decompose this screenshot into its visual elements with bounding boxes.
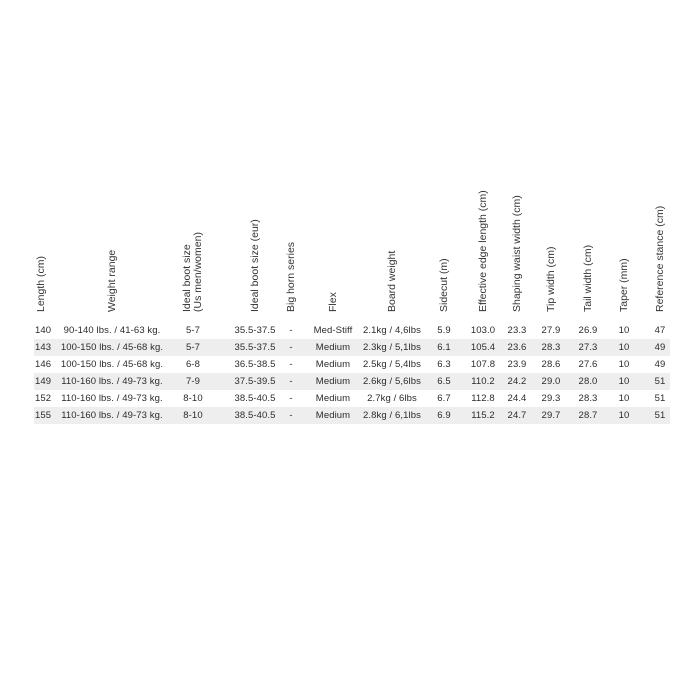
cell-tail-width: 27.6 (578, 359, 598, 370)
cell-taper: 10 (618, 376, 630, 387)
cell-board-weight: 2.8kg / 6,1lbs (363, 410, 421, 421)
cell-big-horn-series: - (289, 325, 293, 336)
table-row (34, 390, 670, 407)
cell-length: 155 (35, 410, 52, 421)
cell-taper: 10 (618, 325, 630, 336)
cell-tip-width: 29.0 (541, 376, 561, 387)
cell-boot-size-us: 5-7 (185, 325, 201, 336)
cell-board-weight: 2.5kg / 5,4lbs (363, 359, 421, 370)
header-label: Tail width (cm) (581, 244, 594, 312)
cell-sidecut: 6.7 (437, 393, 451, 404)
cell-board-weight: 2.7kg / 6lbs (367, 393, 417, 404)
table-row (34, 373, 670, 390)
header-label: Sidecut (m) (437, 258, 450, 312)
cell-boot-size-us: 8-10 (183, 410, 203, 421)
cell-length: 143 (35, 342, 52, 353)
cell-tip-width: 28.3 (541, 342, 561, 353)
cell-tail-width: 26.9 (578, 325, 598, 336)
cell-big-horn-series: - (289, 393, 293, 404)
cell-reference-stance: 51 (654, 393, 666, 404)
header-label: (Us men/women) (192, 232, 204, 312)
cell-effective-edge: 107.8 (470, 359, 496, 370)
cell-reference-stance: 49 (654, 342, 666, 353)
cell-tail-width: 28.7 (578, 410, 598, 421)
cell-boot-size-eur: 37.5-39.5 (234, 376, 276, 387)
table-row (34, 339, 670, 356)
cell-sidecut: 6.3 (437, 359, 451, 370)
cell-boot-size-eur: 36.5-38.5 (234, 359, 276, 370)
cell-waist-width: 23.9 (507, 359, 527, 370)
cell-flex: Med-Stiff (313, 325, 353, 336)
cell-length: 140 (35, 325, 52, 336)
header-label: Ideal boot size (181, 244, 193, 312)
cell-length: 146 (35, 359, 52, 370)
cell-tail-width: 28.3 (578, 393, 598, 404)
cell-tip-width: 29.7 (541, 410, 561, 421)
cell-tip-width: 29.3 (541, 393, 561, 404)
cell-reference-stance: 49 (654, 359, 666, 370)
cell-effective-edge: 110.2 (471, 376, 495, 387)
header-label: Ideal boot size (eur) (248, 219, 261, 312)
cell-boot-size-eur: 38.5-40.5 (234, 410, 276, 421)
cell-board-weight: 2.6kg / 5,6lbs (363, 376, 421, 387)
cell-sidecut: 6.1 (437, 342, 451, 353)
cell-taper: 10 (618, 410, 630, 421)
cell-reference-stance: 47 (654, 325, 666, 336)
cell-flex: Medium (315, 393, 351, 404)
cell-boot-size-eur: 38.5-40.5 (234, 393, 276, 404)
cell-length: 152 (35, 393, 52, 404)
header-label: Length (cm) (34, 255, 47, 312)
cell-flex: Medium (315, 376, 351, 387)
cell-board-weight: 2.3kg / 5,1lbs (363, 342, 421, 353)
cell-big-horn-series: - (289, 376, 293, 387)
cell-weight-range: 100-150 lbs. / 45-68 kg. (60, 342, 164, 353)
cell-taper: 10 (618, 393, 630, 404)
cell-flex: Medium (315, 342, 351, 353)
cell-effective-edge: 105.4 (470, 342, 496, 353)
cell-waist-width: 23.3 (507, 325, 527, 336)
cell-effective-edge: 103.0 (470, 325, 496, 336)
cell-length: 149 (35, 376, 52, 387)
cell-waist-width: 23.6 (507, 342, 527, 353)
cell-waist-width: 24.7 (507, 410, 527, 421)
cell-reference-stance: 51 (654, 376, 666, 387)
header-label: Board weight (385, 250, 398, 312)
header-label: Tip width (cm) (544, 246, 557, 312)
header-label: Shaping waist width (cm) (510, 195, 523, 312)
cell-taper: 10 (618, 359, 630, 370)
cell-boot-size-eur: 35.5-37.5 (234, 325, 276, 336)
cell-sidecut: 5.9 (437, 325, 451, 336)
header-label: Weight range (105, 249, 118, 312)
cell-boot-size-us: 5-7 (185, 342, 201, 353)
cell-weight-range: 110-160 lbs. / 49-73 kg. (61, 393, 163, 404)
table-row (34, 407, 670, 424)
cell-effective-edge: 115.2 (471, 410, 495, 421)
table-row (34, 356, 670, 373)
cell-effective-edge: 112.8 (471, 393, 495, 404)
cell-taper: 10 (618, 342, 630, 353)
cell-reference-stance: 51 (654, 410, 666, 421)
header-label: Big horn series (284, 241, 297, 312)
cell-weight-range: 90-140 lbs. / 41-63 kg. (63, 325, 161, 336)
cell-big-horn-series: - (289, 359, 293, 370)
cell-weight-range: 100-150 lbs. / 45-68 kg. (60, 359, 164, 370)
cell-boot-size-eur: 35.5-37.5 (234, 342, 276, 353)
cell-weight-range: 110-160 lbs. / 49-73 kg. (61, 376, 163, 387)
cell-big-horn-series: - (289, 410, 293, 421)
cell-boot-size-us: 8-10 (183, 393, 203, 404)
header-label: Reference stance (cm) (653, 205, 666, 312)
cell-flex: Medium (315, 410, 351, 421)
cell-tip-width: 27.9 (541, 325, 561, 336)
cell-big-horn-series: - (289, 342, 293, 353)
table-row (34, 322, 670, 339)
header-label: Taper (mm) (617, 258, 630, 312)
cell-boot-size-us: 7-9 (185, 376, 201, 387)
cell-waist-width: 24.2 (507, 376, 527, 387)
cell-tail-width: 28.0 (578, 376, 598, 387)
cell-flex: Medium (315, 359, 351, 370)
cell-weight-range: 110-160 lbs. / 49-73 kg. (61, 410, 163, 421)
cell-board-weight: 2.1kg / 4,6lbs (363, 325, 421, 336)
cell-waist-width: 24.4 (507, 393, 527, 404)
cell-sidecut: 6.9 (437, 410, 451, 421)
cell-tip-width: 28.6 (541, 359, 561, 370)
cell-boot-size-us: 6-8 (185, 359, 201, 370)
header-label: Effective edge length (cm) (476, 190, 489, 312)
cell-sidecut: 6.5 (437, 376, 451, 387)
cell-tail-width: 27.3 (578, 342, 598, 353)
header-label: Flex (326, 292, 339, 312)
